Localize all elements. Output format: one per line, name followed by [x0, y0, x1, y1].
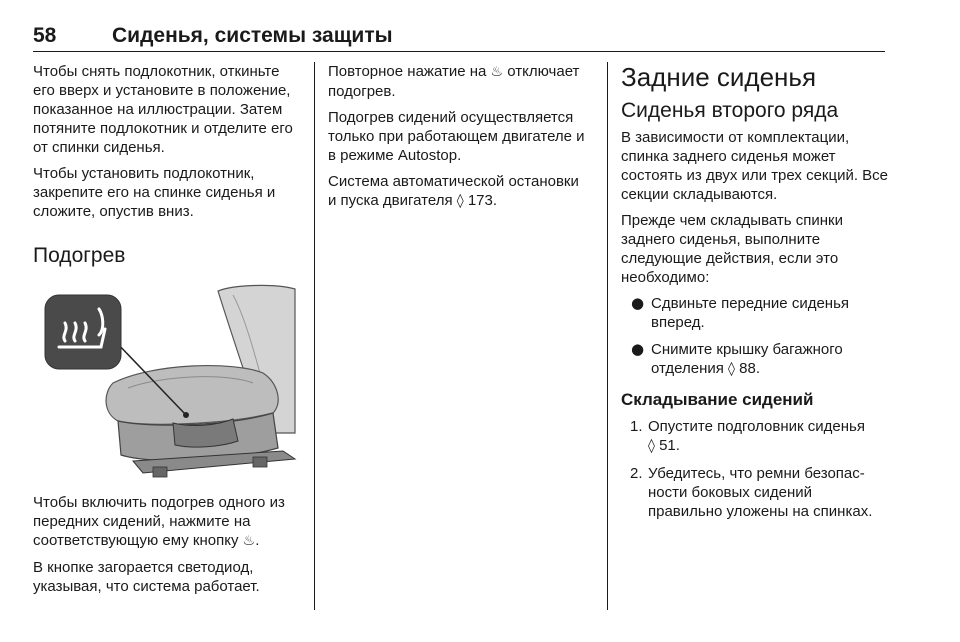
page-number: 58 — [33, 24, 57, 47]
led-text: В кнопке загорается светодиод, указывая, что система работает. — [33, 559, 260, 595]
backrest-sections-text: В зависимости от комплектации, спинка заднего сиденья может состоять из двух или трех секций. Все секции складываются. — [621, 129, 889, 203]
autostop-text-end: . — [492, 192, 498, 209]
section-title: Сиденья, системы защиты — [112, 24, 393, 47]
column-divider — [314, 62, 315, 610]
step-text: Убедитесь, что ремни безопасности боковых сидений правильно уложены на спинках. — [648, 465, 873, 520]
step-number: 1. — [630, 418, 643, 435]
second-row-heading: Сиденья второго ряда — [621, 99, 839, 122]
heating-off-text-end: отключает подогрев. — [328, 63, 580, 100]
page-ref-link[interactable]: 51 — [659, 437, 676, 454]
autostop-text-part: Система автоматической остановки и пуска двигателя — [328, 173, 579, 209]
heating-off-text — [328, 62, 590, 101]
rear-seats-heading: Задние сиденья — [621, 62, 817, 92]
list-item — [621, 294, 889, 332]
seat-illustration — [33, 283, 299, 483]
list-item-text: Сдвиньте передние сиденья вперед. — [651, 295, 850, 331]
list-item-text: Снимите крышку багажного отделения — [651, 341, 843, 377]
bullet-icon: ● — [631, 340, 645, 358]
seat-heat-glyph-icon: ♨ — [242, 533, 256, 549]
folding-heading: Складывание сидений — [621, 390, 814, 409]
bullet-icon: ● — [631, 294, 645, 312]
page-header — [33, 24, 885, 52]
armrest-remove-text: Чтобы снять подлокотник, откиньте его вверх и установите в положение, показанное на иллюстрации. Затем потяните подлокотник и отделите его от спинки сиденья. — [33, 63, 293, 156]
heating-off-text-part: Повторное нажатие на — [328, 63, 491, 80]
before-folding-text: Прежде чем складывать спинки заднего сиденья, выполните следующие действия, если это необходимо: — [621, 212, 843, 286]
folding-steps — [621, 417, 889, 521]
seat-heat-glyph-icon: ♨ — [490, 64, 504, 80]
page-ref-icon: ◊ — [648, 438, 655, 454]
step-text: Опустите подголовник сиденья — [648, 418, 865, 435]
heating-heading: Подогрев — [33, 244, 126, 267]
heating-condition-text: Подогрев сидений осуществляется только при работающем двигателе и в режиме Autostop. — [328, 109, 585, 164]
heating-on-text — [33, 493, 301, 551]
page-ref-icon: ◊ — [456, 193, 464, 209]
column-middle — [328, 62, 590, 614]
page-ref-link[interactable]: 88 — [739, 360, 756, 377]
heating-on-text-end: . — [255, 532, 260, 549]
list-item: ● Снимите крышку багажного отделения ◊ 88. — [631, 340, 843, 377]
column-left — [33, 62, 301, 614]
list-item — [621, 464, 889, 521]
step-number: 2. — [630, 465, 643, 482]
autostop-ref-text — [328, 172, 590, 211]
column-divider — [607, 62, 608, 610]
preparation-list — [621, 294, 889, 379]
page-ref-icon: ◊ — [728, 361, 735, 377]
list-item: 1. Опустите подголовник сиденья ◊ 51. — [630, 418, 865, 454]
column-right — [621, 62, 889, 614]
page-ref-link[interactable]: 173 — [467, 192, 493, 209]
armrest-install-text: Чтобы установить подлокотник, закрепите его на спинке сиденья и сложите, опустив вниз. — [33, 165, 276, 220]
heating-on-text-part: Чтобы включить подогрев одного из передних сидений, нажмите на соответствующую ему кнопку — [33, 494, 285, 549]
